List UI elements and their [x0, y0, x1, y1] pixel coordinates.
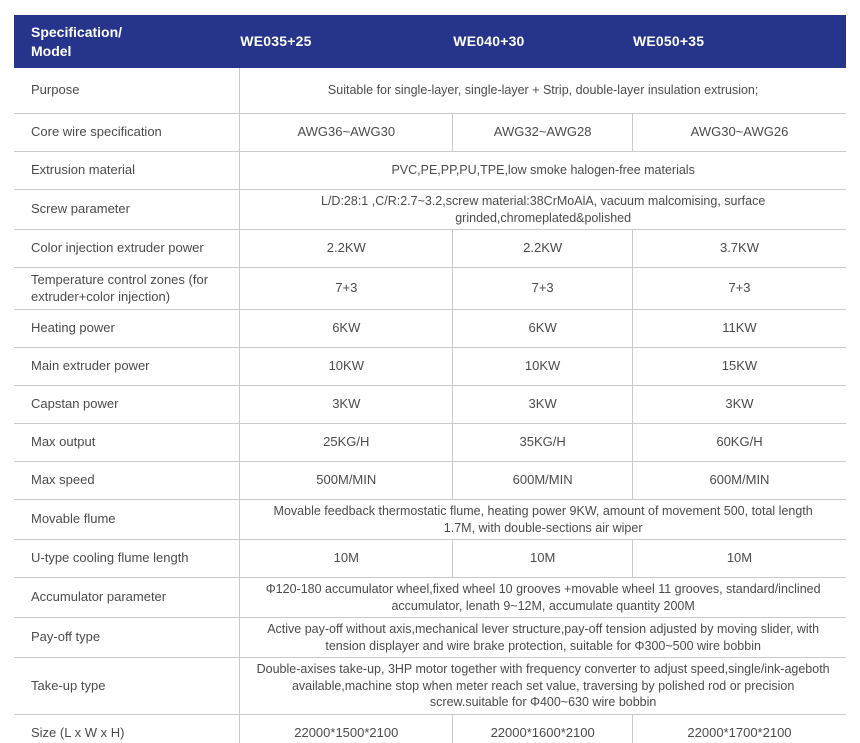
temperature-control-zones-for-extruder-color-injection-label: Temperature control zones (for extruder+color injection)	[14, 268, 240, 309]
row-capstan-power	[14, 386, 846, 424]
screw-parameter-label: Screw parameter	[14, 190, 240, 229]
main-extruder-power-value-we035-25: 10KW	[240, 348, 453, 385]
row-purpose	[14, 68, 846, 114]
header-model-we050-35: WE050+35	[632, 32, 705, 49]
heating-power-value-we040-30: 6KW	[453, 310, 633, 347]
row-max-speed	[14, 462, 846, 500]
main-extruder-power-value-we040-30: 10KW	[453, 348, 633, 385]
core-wire-specification-value-we040-30: AWG32~AWG28	[453, 114, 633, 151]
u-type-cooling-flume-length-value-we040-30: 10M	[453, 540, 633, 577]
capstan-power-value-we040-30: 3KW	[453, 386, 633, 423]
row-extrusion-material	[14, 152, 846, 190]
core-wire-specification-label: Core wire specification	[14, 114, 240, 151]
row-movable-flume	[14, 500, 846, 540]
color-injection-extruder-power-value-we035-25: 2.2KW	[240, 230, 453, 267]
color-injection-extruder-power-label: Color injection extruder power	[14, 230, 240, 267]
size-l-x-w-x-h-label: Size (L x W x H)	[14, 715, 240, 743]
temperature-control-zones-for-extruder-color-injection-value-we050-35: 7+3	[728, 280, 751, 296]
extrusion-material-label: Extrusion material	[14, 152, 240, 189]
u-type-cooling-flume-length-value-we035-25: 10M	[240, 540, 453, 577]
row-pay-off-type	[14, 618, 846, 658]
movable-flume-value: Movable feedback thermostatic flume, heating power 9KW, amount of movement 500, total length 1.7M, with double-sections air wiper	[273, 504, 813, 535]
take-up-type-value: Double-axises take-up, 3HP motor together with frequency converter to adjust speed,single/ink-ageboth available,machine stop when meter reach set value, traversing by polished rod or precision screw.suitable for Φ400~630 wire bobbin	[256, 662, 830, 710]
core-wire-specification-value-we050-35: AWG30~AWG26	[690, 124, 789, 140]
max-speed-value-we035-25: 500M/MIN	[240, 462, 453, 499]
temperature-control-zones-for-extruder-color-injection-value-we040-30: 7+3	[453, 268, 633, 309]
table-header-row	[14, 15, 846, 68]
max-output-label: Max output	[14, 424, 240, 461]
heating-power-value-we050-35: 11KW	[722, 320, 757, 336]
color-injection-extruder-power-value-we040-30: 2.2KW	[453, 230, 633, 267]
table-body	[14, 68, 846, 743]
main-extruder-power-label: Main extruder power	[14, 348, 240, 385]
purpose-label: Purpose	[14, 68, 240, 113]
size-l-x-w-x-h-value-we035-25: 22000*1500*2100	[240, 715, 453, 743]
temperature-control-zones-for-extruder-color-injection-value-we035-25: 7+3	[240, 268, 453, 309]
color-injection-extruder-power-value-we050-35: 3.7KW	[719, 240, 759, 256]
pay-off-type-value: Active pay-off without axis,mechanical lever structure,pay-off tension adjusted by moving slider, with tension displayer and wire brake protection, suitable for Φ300~500 wire bobbin	[267, 622, 820, 653]
screw-parameter-value: L/D:28:1 ,C/R:2.7~3.2,screw material:38CrMoAlA, vacuum malcomising, surface grinded,chromeplated&polished	[321, 194, 766, 225]
max-speed-value-we040-30: 600M/MIN	[453, 462, 633, 499]
row-color-injection-extruder-power	[14, 230, 846, 268]
heating-power-label: Heating power	[14, 310, 240, 347]
row-heating-power	[14, 310, 846, 348]
u-type-cooling-flume-length-value-we050-35: 10M	[726, 550, 753, 566]
capstan-power-label: Capstan power	[14, 386, 240, 423]
header-label-line2: Model	[31, 42, 72, 59]
row-main-extruder-power	[14, 348, 846, 386]
main-extruder-power-value-we050-35: 15KW	[721, 358, 758, 374]
accumulator-parameter-label: Accumulator parameter	[14, 578, 240, 617]
specification-table	[14, 15, 846, 743]
header-specification-model	[14, 23, 240, 59]
max-speed-value-we050-35: 600M/MIN	[709, 472, 770, 488]
core-wire-specification-value-we035-25: AWG36~AWG30	[240, 114, 453, 151]
header-model-we035-25: WE035+25	[240, 32, 312, 49]
row-accumulator-parameter	[14, 578, 846, 618]
row-u-type-cooling-flume-length	[14, 540, 846, 578]
take-up-type-label: Take-up type	[14, 658, 240, 714]
row-max-output	[14, 424, 846, 462]
extrusion-material-value: PVC,PE,PP,PU,TPE,low smoke halogen-free materials	[391, 163, 695, 178]
max-speed-label: Max speed	[14, 462, 240, 499]
row-size-l-x-w-x-h	[14, 715, 846, 743]
max-output-value-we040-30: 35KG/H	[453, 424, 633, 461]
max-output-value-we035-25: 25KG/H	[240, 424, 453, 461]
capstan-power-value-we050-35: 3KW	[725, 396, 754, 412]
u-type-cooling-flume-length-label: U-type cooling flume length	[14, 540, 240, 577]
max-output-value-we050-35: 60KG/H	[716, 434, 763, 450]
movable-flume-label: Movable flume	[14, 500, 240, 539]
row-screw-parameter	[14, 190, 846, 230]
pay-off-type-label: Pay-off type	[14, 618, 240, 657]
size-l-x-w-x-h-value-we050-35: 22000*1700*2100	[687, 724, 792, 740]
row-core-wire-specification	[14, 114, 846, 152]
header-model-we040-30: WE040+30	[453, 32, 525, 49]
row-take-up-type	[14, 658, 846, 715]
accumulator-parameter-value: Φ120-180 accumulator wheel,fixed wheel 10 grooves +movable wheel 11 grooves, standard/inclined accumulator, lenath 9~12M, accumulate quantity 200M	[265, 582, 821, 613]
capstan-power-value-we035-25: 3KW	[240, 386, 453, 423]
heating-power-value-we035-25: 6KW	[240, 310, 453, 347]
header-label-line1: Specification/	[31, 24, 123, 41]
row-temperature-control-zones-for-extruder-color-injection	[14, 268, 846, 310]
size-l-x-w-x-h-value-we040-30: 22000*1600*2100	[453, 715, 633, 743]
purpose-value: Suitable for single-layer, single-layer + Strip, double-layer insulation extrusion;	[327, 83, 759, 98]
